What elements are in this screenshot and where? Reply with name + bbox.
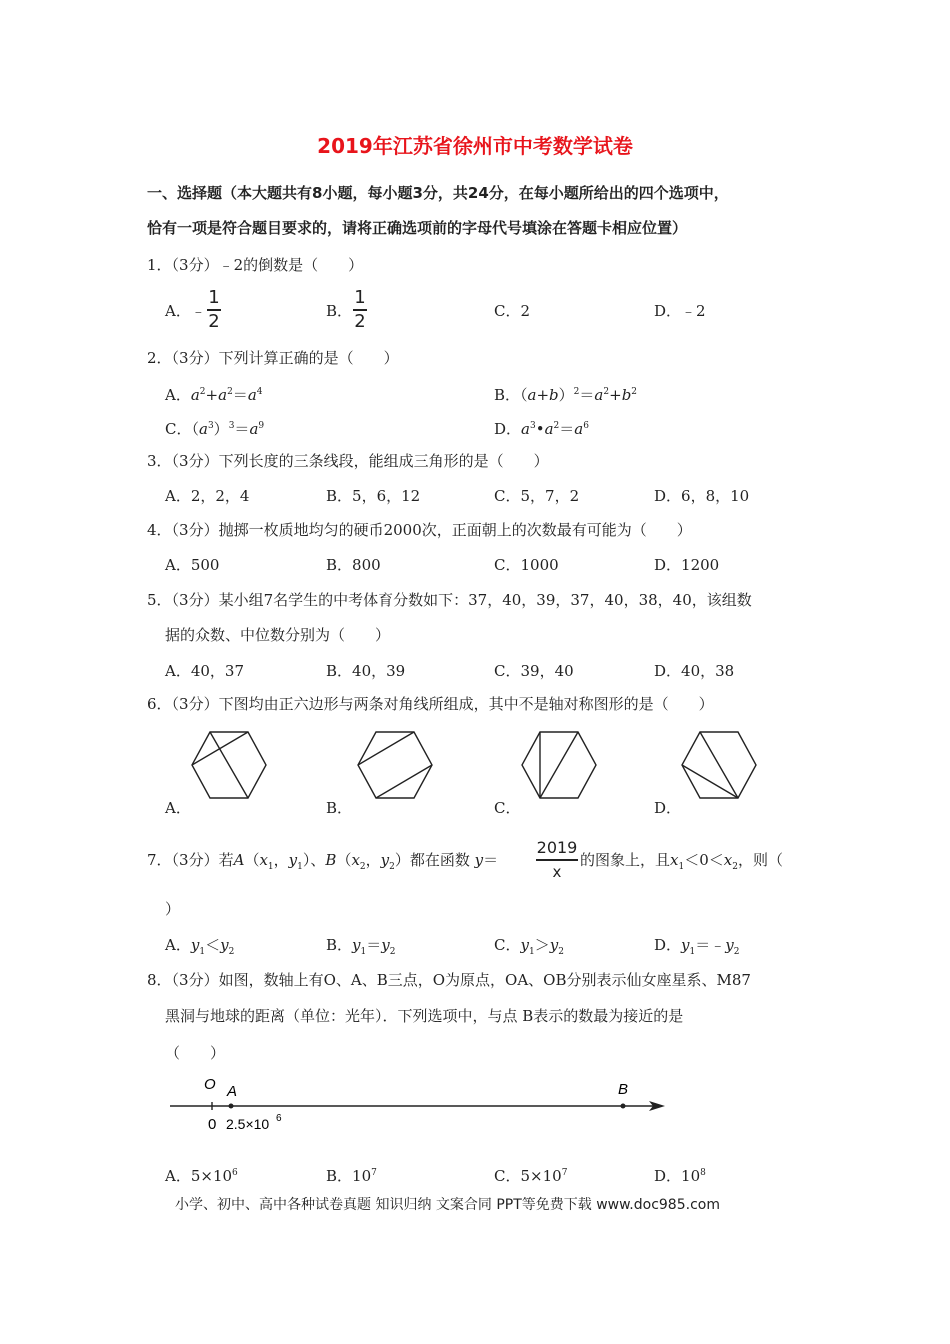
q5-stem-line1: 5．（3分）某小组7名学生的中考体育分数如下：37，40，39，37，40，38，40，该组数: [147, 591, 752, 609]
q8-d-label: D．10: [654, 1167, 701, 1185]
q8-a-exp: 6: [232, 1168, 238, 1178]
q1-option-d: D．﹣2: [654, 302, 706, 320]
q7-stem-a: 7．（3分）若: [147, 851, 234, 869]
q5-stem-line2: 据的众数、中位数分别为（ ）: [165, 626, 391, 644]
q7-a-label: A．: [165, 936, 191, 954]
q5-option-c: C．39，40: [494, 662, 574, 680]
number-line-figure: [165, 1075, 675, 1135]
q1-b-numerator: 1: [354, 287, 366, 308]
q8-option-b: [326, 1163, 377, 1186]
q8-b-label: B．10: [326, 1167, 372, 1185]
q7-stem-right: 的图象上，且$x_1<0<x_2$，则（: [580, 851, 783, 872]
q7-stem-c: ，则（: [737, 851, 783, 869]
q5-option-d: D．40，38: [654, 662, 735, 680]
q1-stem: 1．（3分）﹣2的倒数是（ ）: [147, 256, 364, 274]
q7-c-label: C．: [494, 936, 521, 954]
q8-stem-line2: 黑洞与地球的距离（单位：光年）．下列选项中，与点 B表示的数最为接近的是: [165, 1007, 684, 1025]
page-title: 2019年江苏省徐州市中考数学试卷: [317, 134, 633, 158]
q6-stem: 6．（3分）下图均由正六边形与两条对角线所组成，其中不是轴对称图形的是（ ）: [147, 695, 714, 713]
q8-stem-line1: 8．（3分）如图，数轴上有O、A、B三点，O为原点，OA、OB分别表示仙女座星系、M87: [147, 971, 751, 989]
q2-c-label: C．（: [165, 420, 199, 438]
q5-option-a: A．40，37: [165, 662, 245, 680]
q4-option-c: C．1000: [494, 556, 559, 574]
q1-a-numerator: 1: [208, 287, 220, 308]
footer-download-link[interactable]: 小学、初中、高中各种试卷真题 知识归纳 文案合同 PPT等免费下载 www.doc985.com: [175, 1197, 720, 1213]
q7-numerator: 2019: [536, 838, 578, 857]
q6-option-a: A．: [165, 799, 191, 817]
q2-b-var: a+b: [527, 386, 559, 404]
q7-denominator: x: [552, 862, 562, 881]
q2-d-label: D．: [494, 420, 522, 438]
q7-fraction: [536, 838, 578, 882]
q4-option-d: D．1200: [654, 556, 720, 574]
label-a: A: [227, 1083, 238, 1100]
q2-option-b: B．$(a+b)^2=a^2+b^2$: [494, 386, 638, 404]
point-a: [229, 1104, 234, 1109]
q3-stem: 3．（3分）下列长度的三条线段，能组成三角形的是（ ）: [147, 452, 549, 470]
q2-b-label: B．（: [494, 386, 528, 404]
q3-option-b: B．5，6，12: [326, 487, 421, 505]
label-zero: 0: [208, 1116, 217, 1133]
q8-stem-line3: （ ）: [165, 1044, 226, 1062]
q1-b-denominator: 2: [354, 310, 366, 332]
q1-option-a-prefix: A．﹣: [165, 302, 206, 320]
q7-option-a: A．$y_1<y_2$: [165, 936, 235, 957]
q8-b-exp: 7: [371, 1168, 377, 1178]
q7-option-c: C．$y_1>y_2$: [494, 936, 564, 957]
q2-a-var: a: [190, 386, 200, 404]
label-b: B: [618, 1081, 629, 1098]
q3-option-d: D．6，8，10: [654, 487, 750, 505]
label-a-value: 2.5×10: [226, 1116, 270, 1132]
q8-c-label: C．5×10: [494, 1167, 562, 1185]
label-a-value-exponent: 6: [276, 1113, 282, 1124]
q3-option-a: A．2，2，4: [165, 487, 250, 505]
q8-c-exp: 7: [561, 1168, 568, 1178]
q3-option-c: C．5，7，2: [494, 487, 580, 505]
hexagon-figure-b: [356, 730, 436, 800]
q8-option-c: [494, 1163, 567, 1186]
q1-option-c: C．2: [494, 302, 531, 320]
q7-option-d: D．$y_1=﹣y_2$: [654, 936, 740, 957]
q1-a-denominator: 2: [208, 310, 220, 332]
q7-stem-b: 的图象上，且: [580, 851, 671, 869]
q2-option-c: C．$(a^3)^3=a^9$: [165, 420, 265, 438]
q4-option-b: B．800: [326, 556, 381, 574]
q4-option-a: A．500: [165, 556, 220, 574]
q8-option-d: [654, 1163, 706, 1186]
q8-a-label: A．5×10: [165, 1167, 233, 1185]
fraction-bar: [536, 859, 578, 861]
hexagon-figure-c: [520, 730, 600, 800]
q2-stem: 2．（3分）下列计算正确的是（ ）: [147, 349, 399, 367]
q2-option-a: A．$a^2+a^2=a^4$: [165, 386, 263, 404]
hexagon-figure-d: [680, 730, 760, 800]
q7-b-label: B．: [326, 936, 353, 954]
q5-option-b: B．40，39: [326, 662, 406, 680]
q2-d-var: a: [521, 420, 530, 438]
q2-c-var: a: [198, 420, 208, 438]
q7-d-label: D．: [654, 936, 682, 954]
q7-close-paren: ）: [165, 900, 181, 918]
q6-option-c: C．: [494, 799, 521, 817]
q6-option-b: B．: [326, 799, 353, 817]
point-b: [621, 1104, 626, 1109]
q8-d-exp: 8: [700, 1168, 706, 1178]
q1-option-b-prefix: B．: [326, 302, 353, 320]
q7-stem-left: 7．（3分）若$A(x_1$，$y_1$）、$B(x_2$，$y_2$）都在函数 y＝: [147, 851, 499, 872]
section-heading-line1: 一、选择题（本大题共有8小题，每小题3分，共24分，在每小题所给出的四个选项中，: [147, 184, 729, 202]
q4-stem: 4．（3分）抛掷一枚质地均匀的硬币2000次，正面朝上的次数最有可能为（ ）: [147, 521, 692, 539]
q1-option-b-fraction: [353, 288, 367, 332]
q2-option-d: D．$a^3•a^2=a^6$: [494, 420, 589, 438]
q1-option-a-fraction: [207, 288, 221, 332]
q8-option-a: [165, 1163, 238, 1186]
hexagon-figure-a: [190, 730, 270, 800]
label-o: O: [204, 1076, 216, 1093]
q7-option-b: B．$y_1=y_2$: [326, 936, 396, 957]
section-heading-line2: 恰有一项是符合题目要求的，请将正确选项前的字母代号填涂在答题卡相应位置）: [147, 219, 688, 237]
q2-a-label: A．: [165, 386, 191, 404]
q6-option-d: D．: [654, 799, 682, 817]
